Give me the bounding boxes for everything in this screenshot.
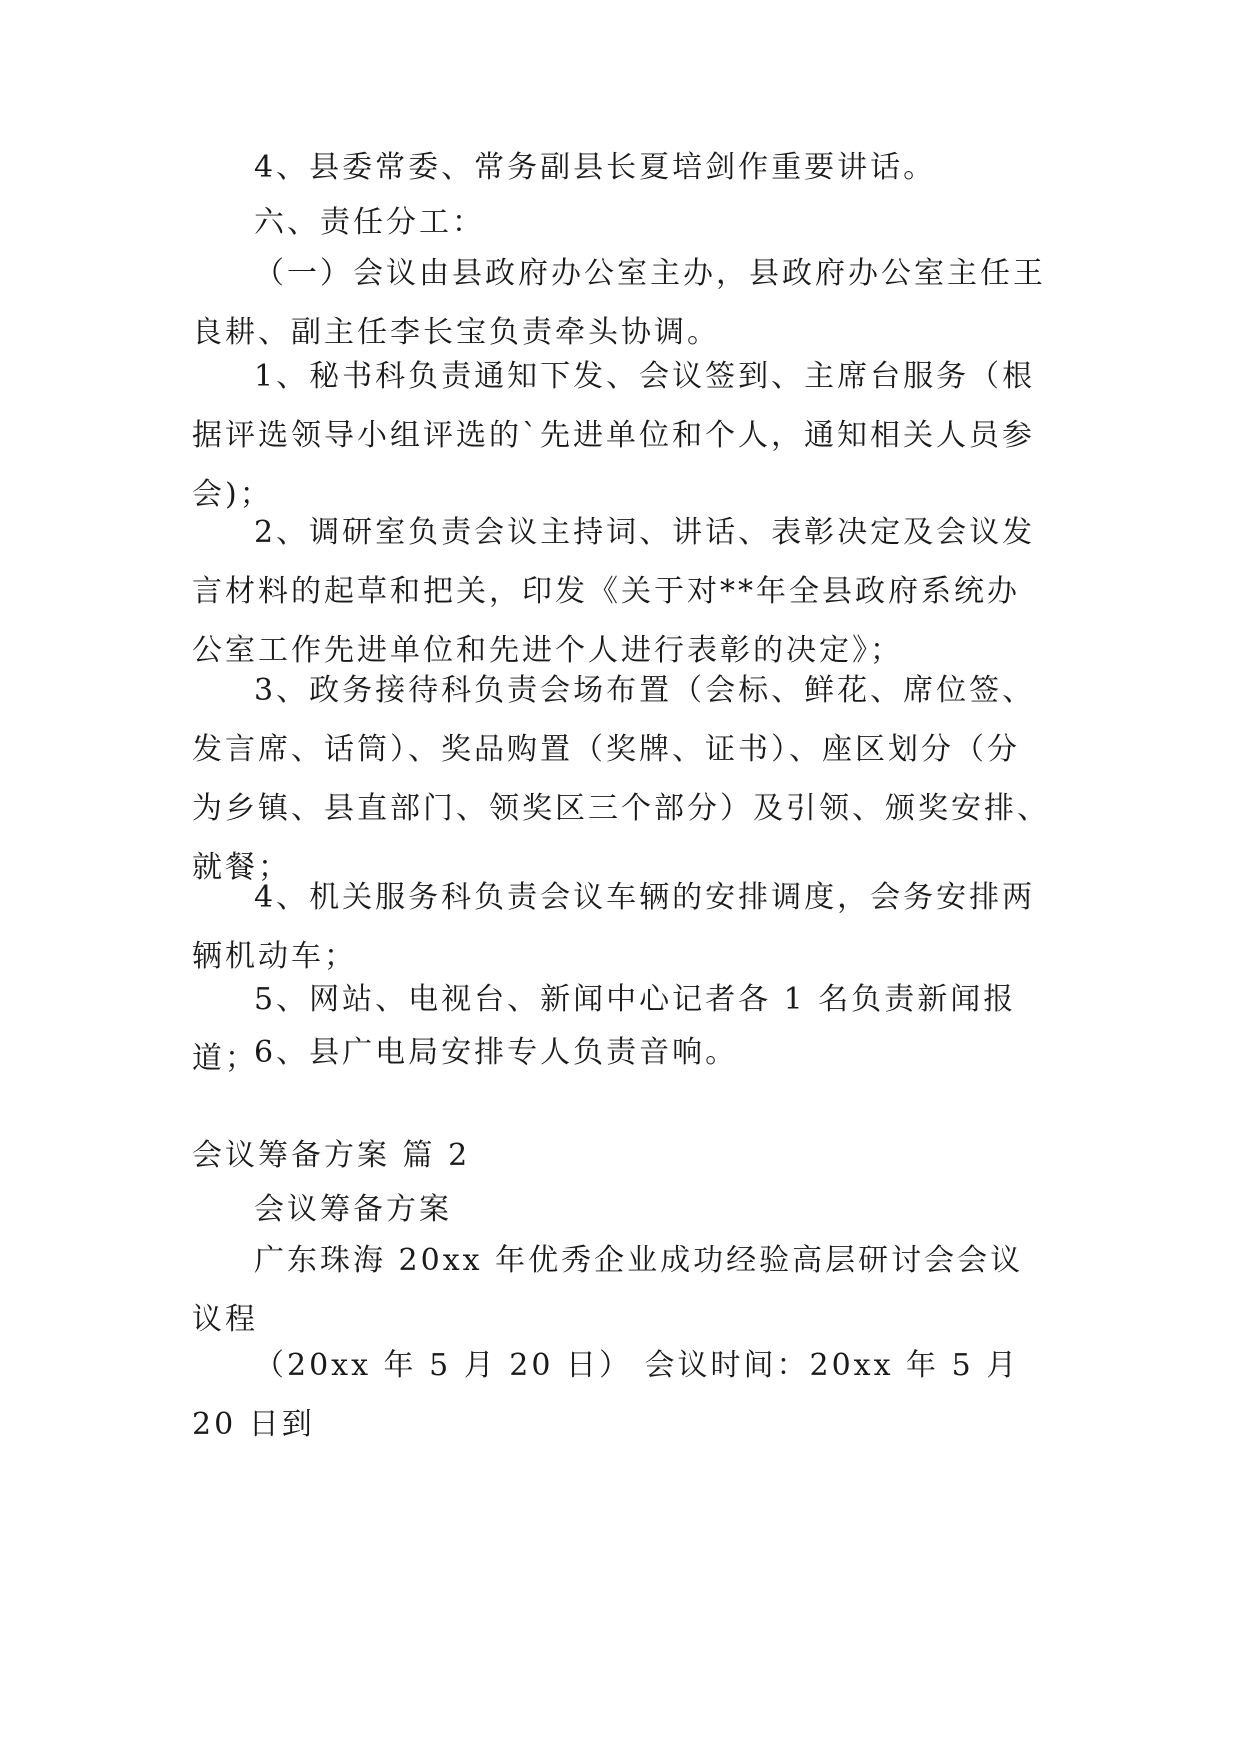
paragraph-service-section: 4、机关服务科负责会议车辆的安排调度，会务安排两辆机动车； — [192, 880, 1036, 974]
paragraph-organizer: （一）会议由县政府办公室主办，县政府办公室主任王良耕、副主任李长宝负责牵头协调。 — [192, 256, 1046, 350]
paragraph-news-report: 5、网站、电视台、新闻中心记者各 1 名负责新闻报道； — [192, 982, 1017, 1076]
paragraph-secretary-section: 1、秘书科负责通知下发、会议签到、主席台服务（根据评选领导小组评选的`先进单位和个人，通知相关人员参会)； — [192, 359, 1036, 512]
paragraph-plan-title: 会议筹备方案 — [254, 1192, 452, 1227]
paragraph-responsibility-heading: 六、责任分工： — [254, 205, 485, 240]
paragraph-reception-section: 3、政务接待科负责会场布置（会标、鲜花、席位签、发言席、话筒）、奖品购置（奖牌、证书）、座区划分（分为乡镇、县直部门、领奖区三个部分）及引领、颁奖安排、就餐； — [192, 673, 1050, 885]
section-heading: 会议筹备方案 篇 2 — [192, 1138, 471, 1173]
paragraph-speech: 4、县委常委、常务副县长夏培剑作重要讲话。 — [254, 150, 937, 185]
paragraph-research-office: 2、调研室负责会议主持词、讲话、表彰决定及会议发言材料的起草和把关，印发《关于对**年全县政府系统办公室工作先进单位和先进个人进行表彰的决定》； — [192, 515, 1036, 668]
paragraph-audio: 6、县广电局安排专人负责音响。 — [254, 1035, 739, 1070]
paragraph-agenda-title: 广东珠海 20xx 年优秀企业成功经验高层研讨会会议议程 — [192, 1243, 1024, 1337]
paragraph-meeting-time: （20xx 年 5 月 20 日） 会议时间：20xx 年 5 月 20 日到 — [192, 1348, 1020, 1442]
